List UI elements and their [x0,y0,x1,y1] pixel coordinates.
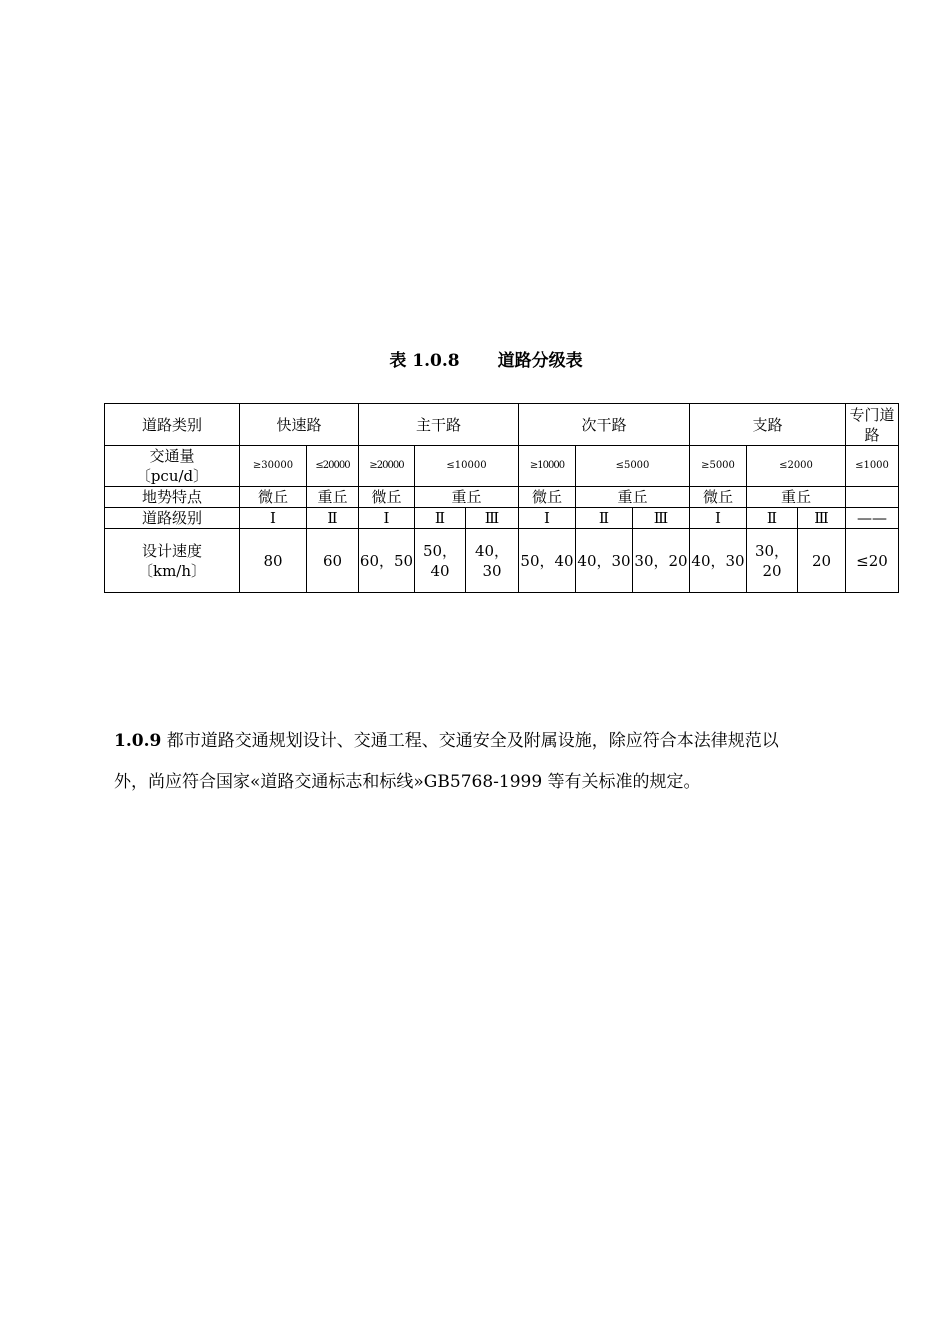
grade-cell: Ⅰ [690,508,747,529]
terrain-cell: 微丘 [359,487,415,508]
speed-cell: 30，20 [633,529,690,593]
traffic-cell: ≤2000 [747,446,846,487]
clause-paragraph-line-1 [114,730,874,752]
cell-secondary: 次干路 [519,404,690,446]
row-label-speed [105,529,240,593]
grade-cell: Ⅰ [240,508,307,529]
traffic-cell: ≥20000 [359,446,415,487]
grade-cell: Ⅲ [466,508,519,529]
table-name: 道路分级表 [497,351,583,371]
clause-number: 1.0.9 [114,731,162,751]
traffic-cell: ≤20000 [307,446,359,487]
speed-cell: 60 [307,529,359,593]
table-title [0,346,950,371]
speed-cell: 50，40 [519,529,576,593]
traffic-cell: ≤1000 [846,446,899,487]
table-number: 表 1.0.8 [389,351,460,371]
cell-branch: 支路 [690,404,846,446]
speed-cell: 60，50 [359,529,415,593]
cell-expressway: 快速路 [240,404,359,446]
clause-text-line-2: 外，尚应符合国家«道路交通标志和标线»GB5768-1999 等有关标准的规定。 [114,772,701,792]
table-row [105,508,899,529]
terrain-cell: 重丘 [576,487,690,508]
grade-cell: Ⅲ [798,508,846,529]
speed-cell: 40，30 [466,529,519,593]
speed-cell: 20 [798,529,846,593]
cell-arterial: 主干路 [359,404,519,446]
grade-cell: Ⅲ [633,508,690,529]
speed-cell: 30，20 [747,529,798,593]
table-row [105,404,899,446]
traffic-cell: ≤10000 [415,446,519,487]
terrain-cell: 微丘 [519,487,576,508]
speed-label: 设计速度 [141,541,202,560]
clause-paragraph-line-2 [114,771,874,793]
traffic-label: 交通量 [149,447,195,465]
speed-cell: ≤20 [846,529,899,593]
table-row [105,529,899,593]
grade-cell: Ⅱ [576,508,633,529]
grade-cell: Ⅱ [747,508,798,529]
traffic-cell: ≤5000 [576,446,690,487]
table-row [105,487,899,508]
traffic-cell: ≥30000 [240,446,307,487]
speed-cell: 80 [240,529,307,593]
speed-unit: 〔km/h〕 [137,561,207,580]
table-row [105,446,899,487]
terrain-cell: 微丘 [690,487,747,508]
speed-cell: 40，30 [576,529,633,593]
terrain-cell [846,487,899,508]
clause-text-line-1: 都市道路交通规划设计、交通工程、交通安全及附属设施，除应符合本法律规范以 [166,731,779,751]
row-label-terrain: 地势特点 [105,487,240,508]
terrain-cell: 重丘 [307,487,359,508]
row-label-traffic [105,446,240,487]
road-grade-table [104,403,899,593]
terrain-cell: 微丘 [240,487,307,508]
traffic-cell: ≥5000 [690,446,747,487]
grade-cell: Ⅱ [307,508,359,529]
grade-cell: Ⅰ [519,508,576,529]
grade-cell: —— [846,508,899,529]
terrain-cell: 重丘 [415,487,519,508]
traffic-cell: ≥10000 [519,446,576,487]
row-label-category: 道路类别 [105,404,240,446]
cell-special: 专门道路 [846,404,899,446]
speed-cell: 50，40 [415,529,466,593]
grade-cell: Ⅰ [359,508,415,529]
row-label-grade: 道路级别 [105,508,240,529]
traffic-unit: 〔pcu/d〕 [135,467,209,485]
terrain-cell: 重丘 [747,487,846,508]
grade-cell: Ⅱ [415,508,466,529]
speed-cell: 40，30 [690,529,747,593]
